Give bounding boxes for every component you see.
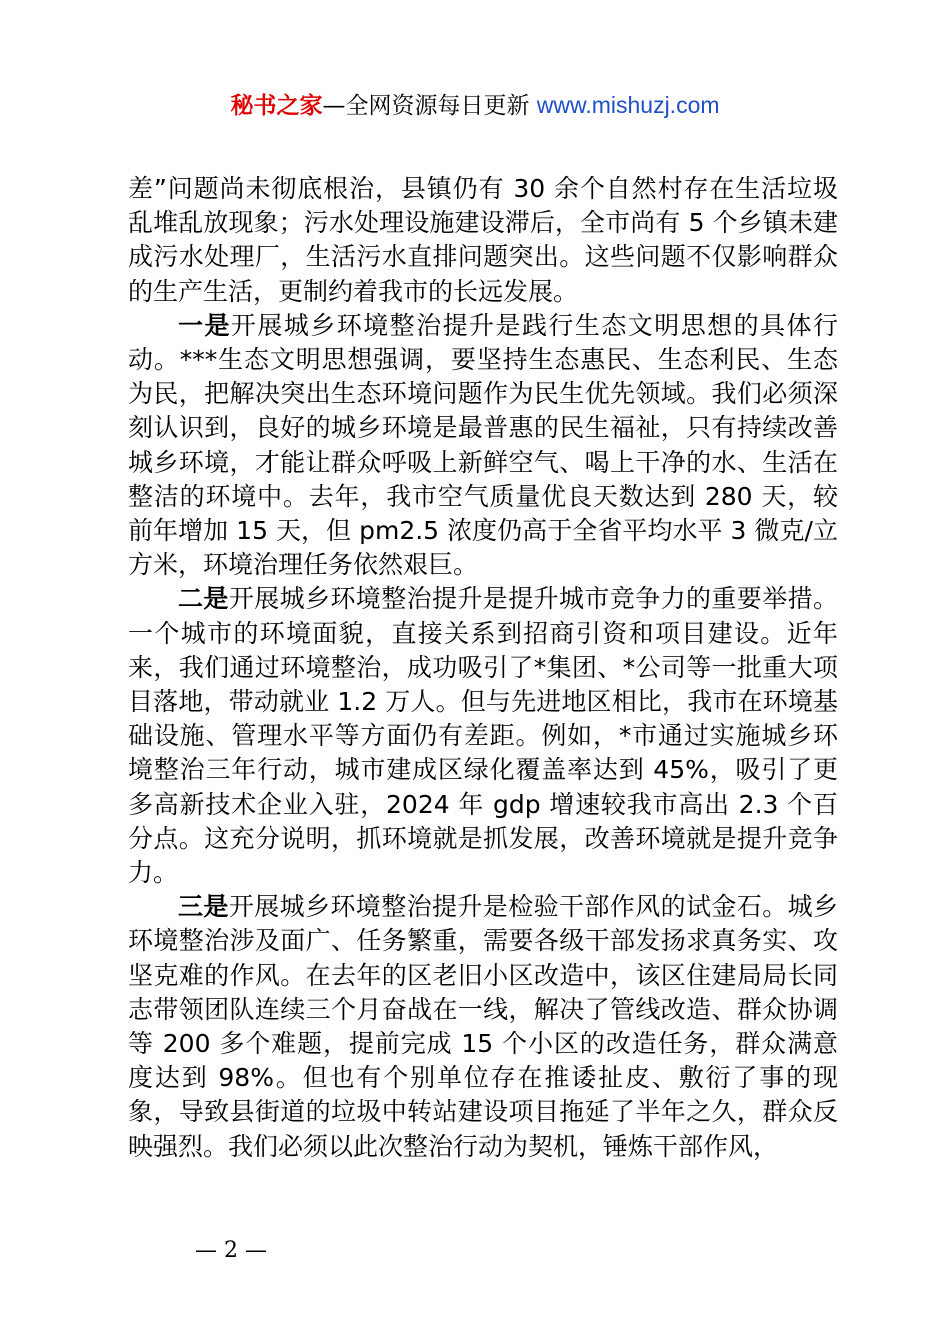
header-slogan: —全网资源每日更新	[322, 93, 537, 119]
paragraph-point-two	[128, 582, 838, 890]
paragraph-point-three	[128, 890, 838, 1164]
paragraph-lead: 一是	[178, 310, 231, 340]
paragraph-lead: 三是	[178, 892, 229, 922]
paragraph-lead: 二是	[178, 584, 229, 614]
paragraph-text: 开展城乡环境整治提升是提升城市竞争力的重要举措。一个城市的环境面貌，直接关系到招商引资和项目建设。近年来，我们通过环境整治，成功吸引了*集团、*公司等一批重大项目落地，带动就业 1.2 万人。但与先进地区相比，我市在环境基础设施、管理水平等方面仍有差距。例如，*市通过实施城乡环境整治三年行动，城市建成区绿化覆盖率达到 45%，吸引了更多高新技术企业入驻，2024 年 gdp 增速较我市高出 2.3 个百分点。这充分说明，抓环境就是抓发展，改善环境就是提升竞争力。	[128, 584, 838, 888]
paragraph-text: 开展城乡环境整治提升是检验干部作风的试金石。城乡环境整治涉及面广、任务繁重，需要各级干部发扬求真务实、攻坚克难的作风。在去年的区老旧小区改造中，该区住建局局长同志带领团队连续三个月奋战在一线，解决了管线改造、群众协调等 200 多个难题，提前完成 15 个小区的改造任务，群众满意度达到 98%。但也有个别单位存在推诿扯皮、敷衍了事的现象，导致县街道的垃圾中转站建设项目拖延了半年之久，群众反映强烈。我们必须以此次整治行动为契机，锤炼干部作风，	[128, 892, 838, 1161]
page-number: — 2 —	[195, 1238, 267, 1263]
brand-name: 秘书之家	[230, 93, 323, 119]
paragraph-text: 差”问题尚未彻底根治，县镇仍有 30 余个自然村存在生活垃圾乱堆乱放现象；污水处理设施建设滞后，全市尚有 5 个乡镇未建成污水处理厂，生活污水直排问题突出。这些问题不仅影响群众的生产生活，更制约着我市的长远发展。	[128, 174, 838, 306]
site-url-link[interactable]: www.mishuzj.com	[536, 92, 720, 118]
paragraph-text: 开展城乡环境整治提升是践行生态文明思想的具体行动。***生态文明思想强调，要坚持生态惠民、生态利民、生态为民，把解决突出生态环境问题作为民生优先领域。我们必须深刻认识到，良好的城乡环境是最普惠的民生福祉，只有持续改善城乡环境，才能让群众呼吸上新鲜空气、喝上干净的水、生活在整洁的环境中。去年，我市空气质量优良天数达到 280 天，较前年增加 15 天，但 pm2.5 浓度仍高于全省平均水平 3 微克/立方米，环境治理任务依然艰巨。	[128, 310, 838, 580]
paragraph-continuation	[128, 172, 838, 309]
paragraph-point-one	[128, 309, 838, 583]
document-body	[128, 172, 838, 1164]
page-header	[0, 88, 950, 123]
